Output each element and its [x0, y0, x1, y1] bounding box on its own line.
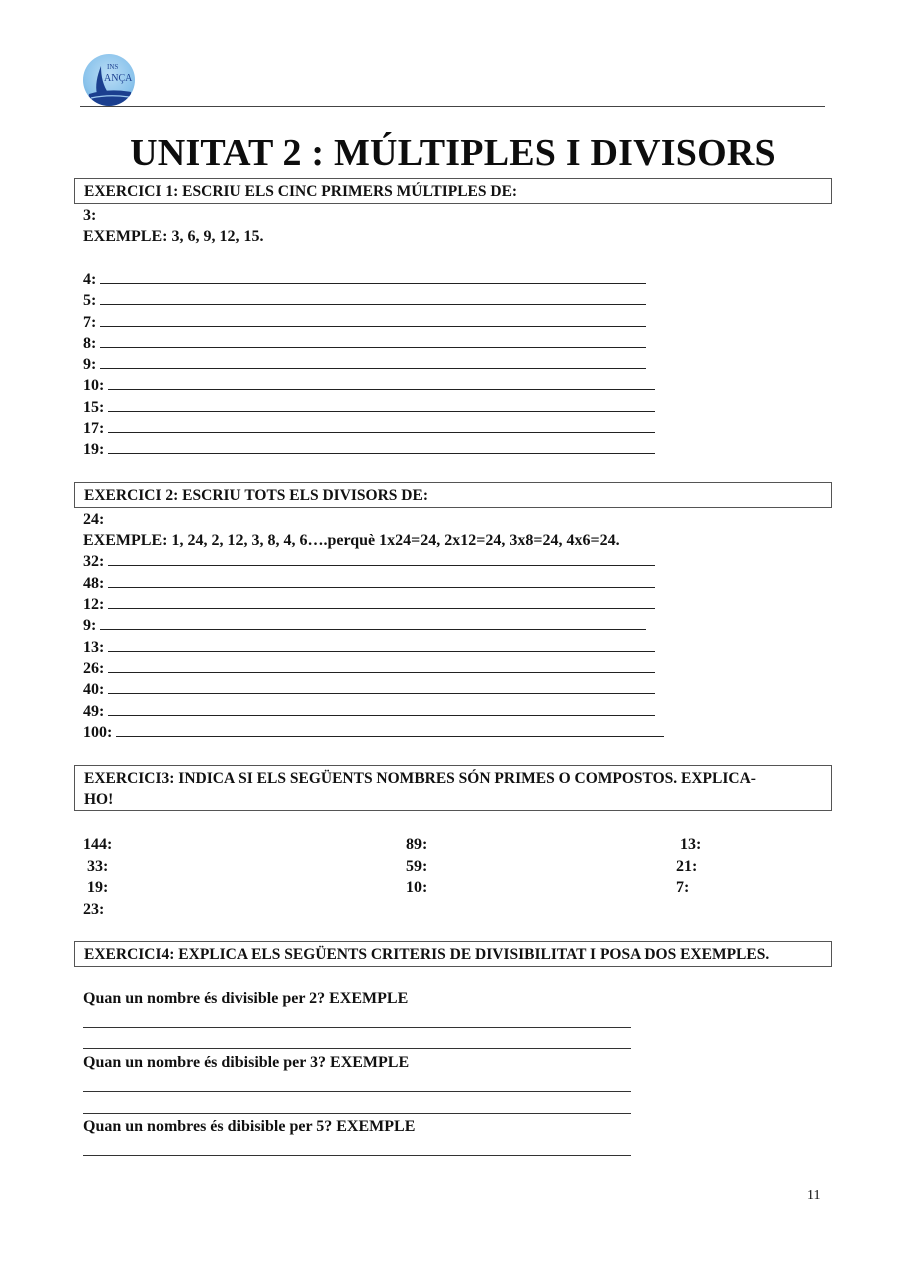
- exercise3-column-3: [676, 834, 701, 899]
- number-item: 144:: [83, 836, 113, 853]
- exercise3-heading-line2: HO!: [84, 791, 114, 808]
- exercise3-heading-line1: EXERCICI3: INDICA SI ELS SEGÜENTS NOMBRES SÓN PRIMES O COMPOSTOS. EXPLICA-: [84, 770, 756, 787]
- exercise1-item: 7:: [83, 312, 646, 333]
- answer-line[interactable]: [83, 1091, 631, 1092]
- exercise2-item: 32:: [83, 551, 655, 572]
- answer-blank[interactable]: [100, 270, 646, 284]
- exercise2-item: 48:: [83, 573, 655, 594]
- exercise2-item: 49:: [83, 701, 655, 722]
- answer-line[interactable]: [83, 1113, 631, 1114]
- number-item: 21:: [676, 857, 698, 875]
- exercise1-item: 8:: [83, 333, 646, 354]
- answer-blank[interactable]: [108, 659, 655, 673]
- page-number: 11: [807, 1188, 821, 1203]
- exercise4-heading-box: [74, 941, 832, 967]
- exercise2-item: 100:: [83, 722, 664, 743]
- exercise3-column-1: [83, 834, 112, 920]
- number-item: 33:: [87, 857, 109, 875]
- answer-blank[interactable]: [116, 723, 664, 737]
- answer-blank[interactable]: [108, 595, 655, 609]
- number-item: 7:: [676, 879, 690, 896]
- exercise2-item: 13:: [83, 637, 655, 658]
- answer-blank[interactable]: [108, 376, 655, 390]
- answer-blank[interactable]: [100, 313, 646, 327]
- exercise4-question: Quan un nombre és dibisible per 3? EXEMPLE: [83, 1054, 410, 1071]
- exercise3-column-2: [406, 834, 427, 899]
- number-item: 59:: [406, 857, 428, 875]
- number-item: 89:: [406, 836, 428, 853]
- answer-blank[interactable]: [100, 616, 646, 630]
- exercise2-heading: EXERCICI 2: ESCRIU TOTS ELS DIVISORS DE:: [84, 487, 428, 504]
- answer-blank[interactable]: [108, 419, 655, 433]
- answer-blank[interactable]: [100, 355, 646, 369]
- answer-line[interactable]: [83, 1048, 631, 1049]
- number-item: 13:: [680, 836, 702, 853]
- exercise2-item: 12:: [83, 594, 655, 615]
- exercise4-question: Quan un nombre és divisible per 2? EXEMPLE: [83, 990, 409, 1007]
- exercise4-heading: EXERCICI4: EXPLICA ELS SEGÜENTS CRITERIS DE DIVISIBILITAT I POSA DOS EXEMPLES.: [84, 946, 770, 963]
- number-item: 10:: [406, 879, 428, 896]
- answer-line[interactable]: [83, 1027, 631, 1028]
- answer-blank[interactable]: [108, 398, 655, 412]
- header-divider: [80, 106, 825, 107]
- exercise2-item: 26:: [83, 658, 655, 679]
- answer-blank[interactable]: [108, 638, 655, 652]
- svg-text:INS: INS: [107, 63, 119, 71]
- exercise1-item: 15:: [83, 397, 655, 418]
- number-item: 19:: [87, 879, 109, 896]
- exercise2-example-number: 24:: [83, 511, 105, 528]
- exercise3-heading-box: [74, 765, 832, 811]
- exercise2-item: 9:: [83, 615, 646, 636]
- exercise2-heading-box: [74, 482, 832, 508]
- exercise2-example: EXEMPLE: 1, 24, 2, 12, 3, 8, 4, 6….perquè 1x24=24, 2x12=24, 3x8=24, 4x6=24.: [83, 532, 620, 549]
- exercise1-example: EXEMPLE: 3, 6, 9, 12, 15.: [83, 228, 264, 245]
- answer-blank[interactable]: [100, 291, 646, 305]
- answer-blank[interactable]: [108, 680, 655, 694]
- exercise1-example-number: 3:: [83, 207, 97, 224]
- answer-blank[interactable]: [100, 334, 646, 348]
- page-title: UNITAT 2 : MÚLTIPLES I DIVISORS: [130, 132, 776, 174]
- exercise1-item: 17:: [83, 418, 655, 439]
- sailboat-icon: [83, 54, 135, 106]
- exercise4-question: Quan un nombres és dibisible per 5? EXEMPLE: [83, 1118, 416, 1135]
- answer-blank[interactable]: [108, 440, 655, 454]
- exercise1-heading-box: [74, 178, 832, 204]
- school-logo: [83, 54, 135, 106]
- answer-blank[interactable]: [108, 574, 655, 588]
- answer-blank[interactable]: [108, 702, 655, 716]
- exercise1-item: 9:: [83, 354, 646, 375]
- svg-text:ANÇA: ANÇA: [104, 73, 133, 84]
- number-item: 23:: [83, 900, 105, 918]
- exercise2-item: 40:: [83, 679, 655, 700]
- exercise1-item: 4:: [83, 269, 646, 290]
- exercise1-item: 19:: [83, 439, 655, 460]
- answer-blank[interactable]: [108, 552, 655, 566]
- exercise1-item: 10:: [83, 375, 655, 396]
- answer-line[interactable]: [83, 1155, 631, 1156]
- exercise1-item: 5:: [83, 290, 646, 311]
- exercise1-heading: EXERCICI 1: ESCRIU ELS CINC PRIMERS MÚLTIPLES DE:: [84, 183, 518, 200]
